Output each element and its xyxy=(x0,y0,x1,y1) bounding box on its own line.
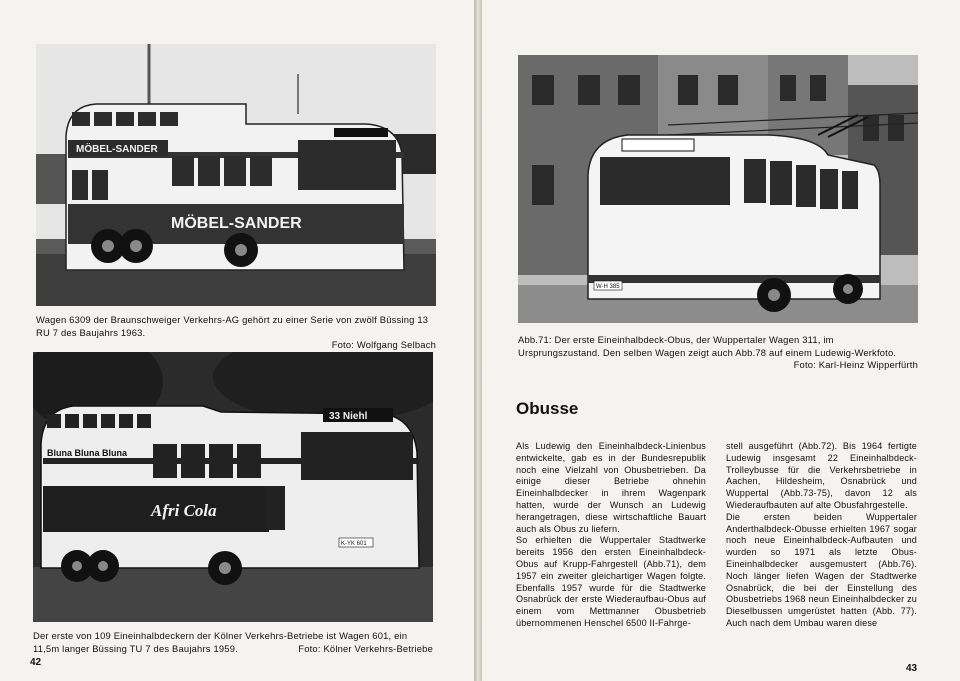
column1-paragraph-1: Als Ludewig den Eineinhalbdeck-Linienbus entwickelte, gab es in der Bundesrepublik noch eine Vielzahl von Obusbetrieben. Da einige dieser Betriebe ohnehin Eineinhalbdecker in ihrem Wagenpark hatten, wurde der Wunsch an Ludewig herangetragen, diese wirtschaftliche Bauart auch als Obus zu liefern. xyxy=(516,441,706,534)
page-number-left: 42 xyxy=(30,657,42,668)
route-sign: 33 Niehl xyxy=(329,411,368,422)
section-heading: Obusse xyxy=(516,399,579,418)
bus-side-ad-lower: MÖBEL-SANDER xyxy=(171,215,302,232)
left-page xyxy=(0,0,474,681)
column1-paragraph-2: So erhielten die Wuppertaler Stadtwerke bereits 1956 den ersten Eineinhalbdeck-Obus auf Krupp-Fahrgestell (Abb.71), dem 1957 ein zweiter gleichartiger Wagen folgte. Ebenfalls 1957 wurde für die Stadtwerke Osnabrück der erste Wiederaufbau-Obus auf einem vom Mettmanner Obusbetrieb übernommenen Henschel 6500 II-Fahrge- xyxy=(516,535,706,628)
afri-cola-ad: Afri Cola xyxy=(151,501,217,520)
bus-side-ad-upper: MÖBEL-SANDER xyxy=(76,144,158,155)
photo2-credit: Foto: Kölner Verkehrs-Betriebe xyxy=(298,642,433,654)
text-column-2 xyxy=(726,441,917,630)
photo2-caption-text: Der erste von 109 Eineinhalbdeckern der Kölner Verkehrs-Betriebe ist Wagen 601, ein 11,5m langer Büssing TU 7 des Baujahrs 1959. xyxy=(33,630,408,654)
photo1-caption-text: Wagen 6309 der Braunschweiger Verkehrs-AG gehört zu einer Serie von zwölf Büssing 13 RU 7 des Baujahrs 1963. xyxy=(36,314,429,338)
obus-plate: W-H 385 xyxy=(596,284,620,290)
photo1-credit: Foto: Wolfgang Selbach xyxy=(331,339,436,351)
photo2-caption xyxy=(33,630,433,655)
right-page xyxy=(482,0,960,681)
column2-paragraph-1: stell ausgeführt (Abb.72). Bis 1964 fertigte Ludewig insgesamt 22 Eineinhalbdeck-Trolleybusse für die Verkehrsbetriebe in Aachen, Hildesheim, Osnabrück und Wuppertal (Abb.73-75), davon 12 als Wiederaufbauten auf alte Obusfahrgestelle. xyxy=(726,441,917,510)
right-photo-credit: Foto: Karl-Heinz Wipperfürth xyxy=(793,359,918,371)
photo-koeln-bus xyxy=(33,352,433,622)
koeln-plate: K-YK 601 xyxy=(341,541,367,547)
column2-paragraph-2: Die ersten beiden Wuppertaler Anderthalbdeck-Obusse erhielten 1967 sogar noch neue Eineinhalbdeck-Aufbauten und wurden so 1971 als letzte Obus-Eineinhalbdecker ausgemustert (Abb.76). Noch länger liefen Wagen der Stadtwerke Osnabrück, die bei der Einstellung des Obusbetriebs 1968 neun Eineinhalbdecker zu Dieselbussen umgerüstet hatten (Abb. 77). Auch nach dem Umbau waren diese xyxy=(726,511,917,628)
right-photo-caption-text: Abb.71: Der erste Eineinhalbdeck-Obus, der Wuppertaler Wagen 311, im Ursprungszustand. Den selben Wagen zeigt auch Abb.78 auf einem Ludewig-Werkfoto. xyxy=(518,334,897,358)
book-gutter xyxy=(474,0,482,681)
roof-ad: Bluna Bluna Bluna xyxy=(47,448,128,458)
photo1-caption xyxy=(36,314,436,352)
right-photo-caption xyxy=(518,334,918,372)
text-column-1 xyxy=(516,441,706,630)
photo-braunschweig-bus xyxy=(36,44,436,306)
photo-wuppertal-obus xyxy=(518,55,918,323)
page-number-right: 43 xyxy=(906,663,918,674)
